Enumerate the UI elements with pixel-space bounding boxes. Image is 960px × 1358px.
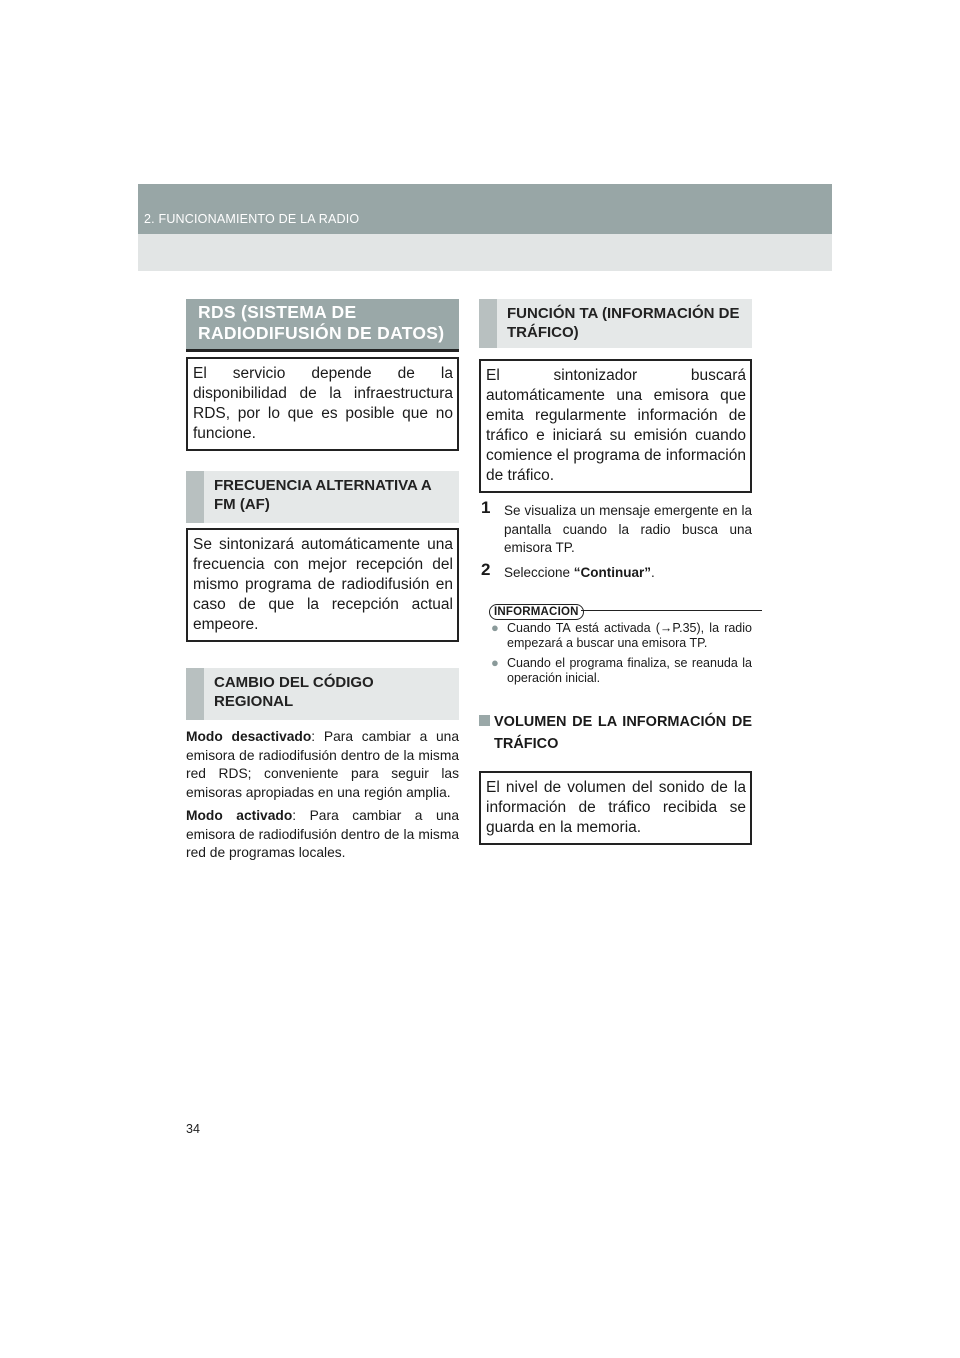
mode-off-paragraph xyxy=(186,728,459,802)
mode-on-text: : Para cambiar a una emisora de radiodifusión dentro de la misma red de programas locales. xyxy=(186,808,460,860)
left-column xyxy=(186,299,459,868)
info-item-text: Cuando el programa finaliza, se reanuda la operación inicial. xyxy=(507,656,752,685)
info-item xyxy=(489,621,752,650)
step-2-suffix: . xyxy=(651,564,655,580)
mode-on-label: Modo activado xyxy=(186,808,293,823)
info-item-text: Cuando TA está activada (→P.35), la radio empezará a buscar una emisora TP. xyxy=(507,621,752,650)
info-rule xyxy=(581,610,762,611)
step-1 xyxy=(479,498,752,558)
region-heading-text: CAMBIO DEL CÓDIGO REGIONAL xyxy=(214,674,374,710)
step-1-text: Se visualiza un mensaje emergente en la pantalla cuando la radio busca una emisora TP. xyxy=(504,503,752,555)
ta-info-box: El sintonizador buscará automáticamente una emisora que emita regularmente información de tráfico e iniciará su emisión cuando comience el programa de información de tráfico. xyxy=(479,359,752,493)
bullet-icon: ● xyxy=(491,620,499,635)
volume-info-box: El nivel de volumen del sonido de la información de tráfico recibida se guarda en la memoria. xyxy=(479,771,752,845)
square-bullet-icon xyxy=(479,715,490,726)
page-number: 34 xyxy=(186,1122,200,1136)
step-2-number: 2 xyxy=(481,559,491,579)
bullet-icon: ● xyxy=(491,655,499,670)
section-title: 2. FUNCIONAMIENTO DE LA RADIO xyxy=(144,212,360,226)
volume-subheading xyxy=(479,711,752,755)
region-heading xyxy=(186,668,459,720)
info-tag: INFORMACION xyxy=(489,604,584,620)
ta-heading-text: FUNCIÓN TA (INFORMACIÓN DE TRÁFICO) xyxy=(507,305,740,341)
header-band xyxy=(138,184,832,234)
mode-off-label: Modo desactivado xyxy=(186,729,312,744)
step-2-prefix: Seleccione xyxy=(504,564,574,580)
step-2 xyxy=(479,559,752,583)
info-block xyxy=(479,602,752,685)
step-2-button-name: “Continuar” xyxy=(573,564,652,580)
mode-off-text: : Para cambiar a una emisora de radiodifusión dentro de la misma red RDS; conveniente para seguir las emisoras apropiadas en una región amplia. xyxy=(186,729,460,800)
rds-heading xyxy=(186,299,459,349)
right-column xyxy=(479,299,752,845)
rds-info-box: El servicio depende de la disponibilidad de la infraestructura RDS, por lo que es posible que no funcione. xyxy=(186,357,459,451)
header-subband xyxy=(138,234,832,271)
af-info-box: Se sintonizará automáticamente una frecuencia con mejor recepción del mismo programa de radiodifusión en caso de que la recepción actual empeore. xyxy=(186,528,459,642)
step-1-number: 1 xyxy=(481,498,491,517)
ta-heading xyxy=(479,299,752,348)
af-heading-text: FRECUENCIA ALTERNATIVA A FM (AF) xyxy=(214,477,432,513)
info-item xyxy=(489,656,752,685)
rds-heading-text: RDS (SISTEMA DE RADIODIFUSIÓN DE DATOS) xyxy=(198,302,445,343)
af-heading xyxy=(186,471,459,523)
mode-on-paragraph xyxy=(186,807,459,863)
volume-subheading-text: VOLUMEN DE LA INFORMACIÓN DE TRÁFICO xyxy=(494,714,752,752)
